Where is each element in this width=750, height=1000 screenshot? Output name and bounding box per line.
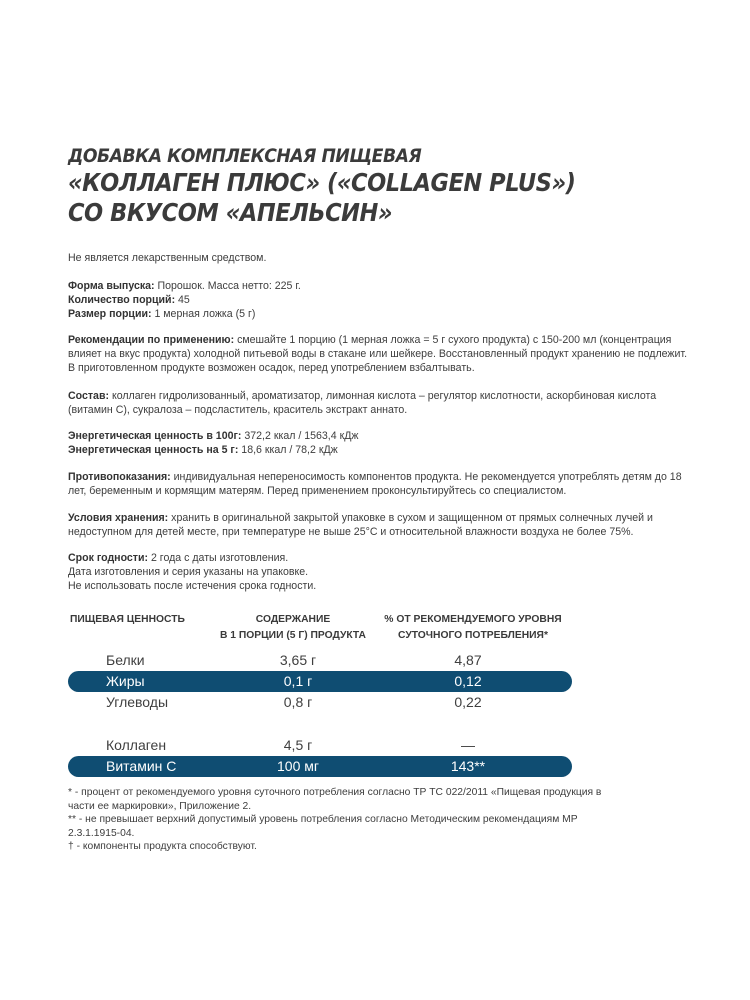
contraindications-paragraph (68, 470, 688, 498)
nutrient-amount: 0,8 г (283, 694, 313, 710)
disclaimer (68, 251, 688, 265)
composition-section (68, 389, 688, 417)
footnotes (68, 786, 608, 854)
form-line (68, 279, 688, 293)
servings-line (68, 293, 688, 307)
nutrient-percent: 0,22 (454, 694, 482, 710)
footnote-2: ** - не превышает верхний допустимый уровень потребления согласно Методическим рекомендациям МР 2.3.1.1915-04. (68, 814, 578, 839)
usage-text: смешайте 1 порцию (1 мерная ложка = 5 г сухого продукта) с 150-200 мл (концентрация влияет на вкус продукта) холодной питьевой воды в стакане или шейкере. Восстановленный продукт хранению не подлежит. В приготовленном продукте возможен осадок, перед употреблением взбалтывать. (68, 334, 688, 374)
table-row (68, 756, 572, 777)
shelf-life-line (68, 551, 688, 565)
composition-label: Состав: (68, 390, 109, 402)
nutrient-name: Белки (106, 652, 145, 668)
nutrient-name: Жиры (106, 673, 145, 689)
nutrient-percent: 0,12 (454, 673, 482, 689)
nutrient-percent: — (461, 737, 475, 753)
serving-size-line (68, 307, 688, 321)
usage-section (68, 333, 688, 375)
table-row (68, 692, 572, 713)
storage-section (68, 511, 688, 539)
shelf-life-line-3: Не использовать после истечения срока годности. (68, 580, 317, 592)
product-title (68, 146, 708, 228)
nutrient-percent: 143** (450, 758, 486, 774)
footnote-1: * - процент от рекомендуемого уровня суточного потребления согласно ТР ТС 022/2011 «Пищевая продукция в части ее маркировки», Приложение 2. (68, 787, 602, 812)
contraindications-label: Противопоказания: (68, 471, 171, 483)
energy-section (68, 429, 688, 457)
energy-100-label: Энергетическая ценность в 100г: (68, 430, 242, 442)
shelf-life-label: Срок годности: (68, 552, 149, 564)
nutrient-name: Коллаген (106, 737, 167, 753)
header-content-line-2: В 1 ПОРЦИИ (5 Г) ПРОДУКТА (220, 630, 366, 641)
header-percent-line-1: % ОТ РЕКОМЕНДУЕМОГО УРОВНЯ (384, 614, 562, 625)
storage-label: Условия хранения: (68, 512, 169, 524)
title-line-3: СО ВКУСОМ «АПЕЛЬСИН» (68, 198, 393, 227)
nutrient-amount: 0,1 г (283, 673, 313, 689)
nutrient-amount: 3,65 г (279, 652, 317, 668)
energy-5-label: Энергетическая ценность на 5 г: (68, 444, 239, 456)
servings-value: 45 (175, 294, 190, 306)
serving-size-value: 1 мерная ложка (5 г) (151, 308, 256, 320)
energy-100-line (68, 429, 688, 443)
form-label: Форма выпуска: (68, 280, 155, 292)
shelf-life-line-2: Дата изготовления и серия указаны на упаковке. (68, 566, 309, 578)
composition-text: коллаген гидролизованный, ароматизатор, лимонная кислота – регулятор кислотности, аскорбиновая кислота (витамин С), сукралоза – подсластитель, краситель экстракт аннато. (68, 390, 657, 416)
usage-paragraph (68, 333, 688, 375)
energy-5-value: 18,6 ккал / 78,2 кДж (238, 444, 338, 456)
storage-text: хранить в оригинальной закрытой упаковке в сухом и защищенном от прямых солнечных лучей и недоступном для детей месте, при температуре не выше 25°С и относительной влажности воздуха не более 75%. (68, 512, 653, 538)
contraindications-text: индивидуальная непереносимость компонентов продукта. Не рекомендуется употреблять детям до 18 лет, беременным и кормящим матерям. Перед применением проконсультируйтесь со специалистом. (68, 471, 682, 497)
usage-label: Рекомендации по применению: (68, 334, 235, 346)
form-value: Порошок. Масса нетто: 225 г. (154, 280, 301, 292)
header-nutrition-value: ПИЩЕВАЯ ЦЕННОСТЬ (70, 614, 185, 625)
energy-5-line (68, 443, 688, 457)
footnote-3: † - компоненты продукта способствуют. (68, 841, 257, 852)
table-row (68, 735, 572, 756)
composition-paragraph (68, 389, 688, 417)
serving-size-label: Размер порции: (68, 308, 152, 320)
disclaimer-text: Не является лекарственным средством. (68, 252, 267, 264)
storage-paragraph (68, 511, 688, 539)
servings-label: Количество порций: (68, 294, 176, 306)
header-percent-line-2: СУТОЧНОГО ПОТРЕБЛЕНИЯ* (398, 630, 548, 641)
title-line-1: ДОБАВКА КОМПЛЕКСНАЯ ПИЩЕВАЯ (68, 146, 422, 167)
title-line-2: «КОЛЛАГЕН ПЛЮС» («COLLAGEN PLUS») (68, 168, 576, 197)
header-content-line-1: СОДЕРЖАНИЕ (255, 614, 331, 625)
shelf-life-text: 2 года с даты изготовления. (148, 552, 289, 564)
nutrient-amount: 4,5 г (283, 737, 313, 753)
nutrient-name: Витамин С (106, 758, 177, 774)
product-info (68, 279, 688, 321)
nutrient-name: Углеводы (106, 694, 169, 710)
nutrient-percent: 4,87 (454, 652, 482, 668)
shelf-life-section (68, 551, 688, 593)
energy-100-value: 372,2 ккал / 1563,4 кДж (241, 430, 359, 442)
table-row (68, 650, 572, 671)
table-row (68, 671, 572, 692)
nutrient-amount: 100 мг (277, 758, 319, 774)
contraindications-section (68, 470, 688, 498)
